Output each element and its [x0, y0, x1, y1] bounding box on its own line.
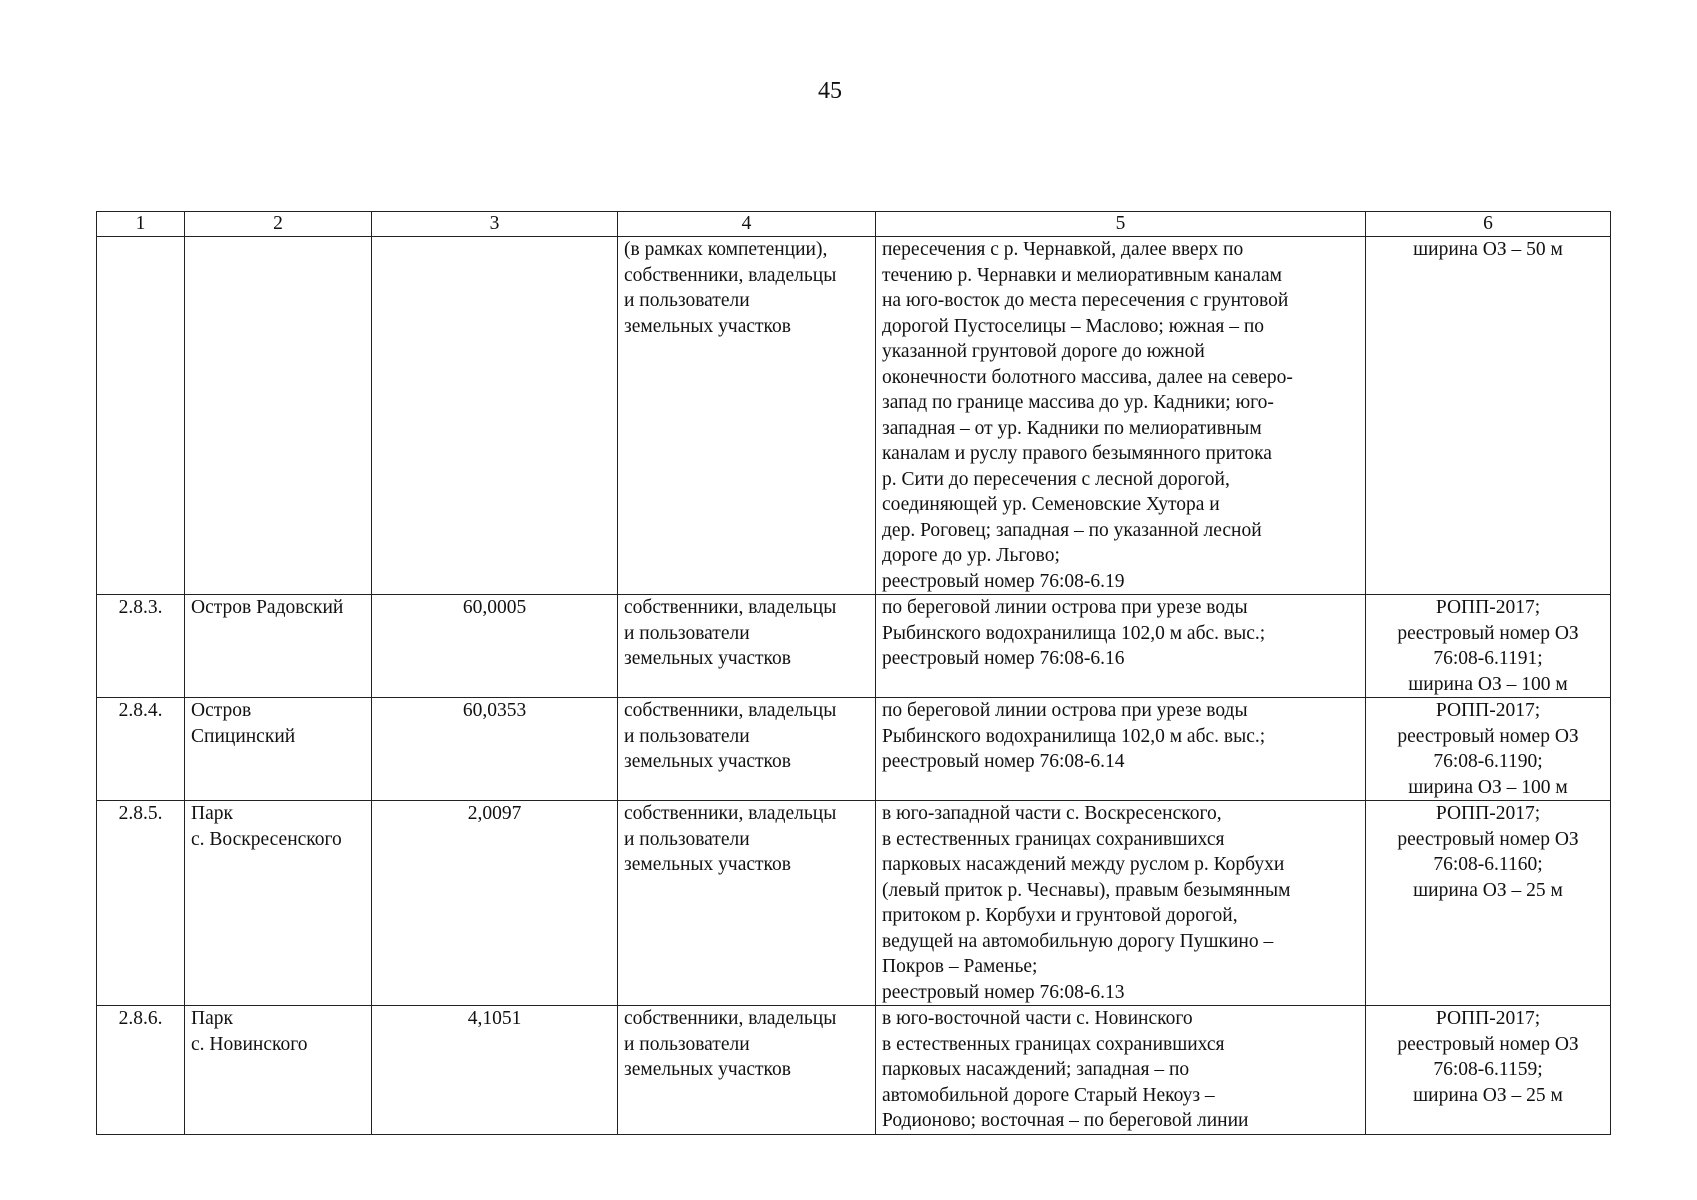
cell-line: ширина ОЗ – 25 м [1413, 879, 1563, 901]
cell-line: 76:08-6.1191; [1433, 648, 1543, 669]
table-header-row [97, 212, 1611, 237]
cell-line: реестровый номер 76:08-6.19 [882, 570, 1125, 592]
cell-line: собственники, владельцы [624, 700, 837, 721]
cell-line: ширина ОЗ – 100 м [1408, 673, 1568, 695]
cell-number: 2.8.4. [97, 698, 185, 801]
cell-number: 2.8.3. [97, 595, 185, 698]
cell-line: в естественных границах сохранившихся [882, 828, 1225, 850]
cell-boundaries [876, 1006, 1366, 1135]
cell-line: по береговой линии острова при урезе воды [882, 700, 1248, 721]
cell-line: оконечности болотного массива, далее на северо- [882, 366, 1293, 388]
cell-line: 76:08-6.1160; [1433, 854, 1543, 875]
cell-line: земельных участков [624, 648, 791, 669]
cell-line: Остров Радовский [191, 597, 344, 618]
cell-line: каналам и руслу правого безымянного притока [882, 443, 1272, 464]
cell-line: и пользователи [624, 622, 750, 644]
cell-line: Парк [191, 1008, 233, 1029]
cell-line: западная – от ур. Кадники по мелиоративным [882, 417, 1262, 439]
cell-line: дороге до ур. Льгово; [882, 545, 1060, 566]
cell-line: ведущей на автомобильную дорогу Пушкино – [882, 930, 1274, 952]
cell-line: собственники, владельцы [624, 803, 837, 824]
column-header: 1 [97, 212, 185, 237]
column-header: 6 [1366, 212, 1611, 237]
cell-area [372, 237, 618, 595]
cell-line: (в рамках компетенции), [624, 239, 828, 260]
cell-responsible [618, 698, 876, 801]
cell-line: с. Новинского [191, 1033, 308, 1055]
cell-line: земельных участков [624, 854, 791, 875]
cell-line: течению р. Чернавки и мелиоративным каналам [882, 264, 1282, 286]
cell-line: на юго-восток до места пересечения с грунтовой [882, 290, 1289, 311]
cell-line: указанной грунтовой дороге до южной [882, 341, 1205, 362]
cell-line: и пользователи [624, 1033, 750, 1055]
cell-area: 60,0005 [372, 595, 618, 698]
cell-line: земельных участков [624, 1059, 791, 1080]
cell-line: Родионово; восточная – по береговой линии [882, 1110, 1249, 1131]
cell-line: 76:08-6.1159; [1433, 1059, 1543, 1080]
cell-line: притоком р. Корбухи и грунтовой дорогой, [882, 905, 1238, 926]
cell-notes [1366, 698, 1611, 801]
cell-line: земельных участков [624, 315, 791, 337]
cell-line: РОПП-2017; [1435, 803, 1541, 824]
cell-name [185, 595, 372, 698]
cell-line: Рыбинского водохранилища 102,0 м абс. выс.; [882, 622, 1266, 644]
table-row [97, 237, 1611, 595]
cell-responsible [618, 237, 876, 595]
zones-table [96, 211, 1611, 1135]
cell-name [185, 1006, 372, 1135]
cell-name [185, 801, 372, 1006]
cell-line: парковых насаждений между руслом р. Корбухи [882, 854, 1285, 875]
cell-responsible [618, 801, 876, 1006]
cell-line: Остров [191, 700, 252, 721]
cell-line: реестровый номер ОЗ [1397, 828, 1579, 850]
cell-line: пересечения с р. Чернавкой, далее вверх по [882, 239, 1244, 260]
cell-line: Парк [191, 803, 233, 824]
cell-line: и пользователи [624, 828, 750, 850]
cell-line: запад по границе массива до ур. Кадники; юго- [882, 392, 1274, 413]
column-header: 4 [618, 212, 876, 237]
cell-line: и пользователи [624, 725, 750, 747]
cell-line: в естественных границах сохранившихся [882, 1033, 1225, 1055]
cell-line: реестровый номер 76:08-6.13 [882, 981, 1125, 1003]
cell-line: реестровый номер ОЗ [1397, 622, 1579, 644]
table-row [97, 801, 1611, 1006]
cell-notes [1366, 237, 1611, 595]
cell-line: дер. Роговец; западная – по указанной лесной [882, 519, 1262, 541]
cell-line: РОПП-2017; [1435, 597, 1541, 618]
cell-line: ширина ОЗ – 50 м [1413, 239, 1563, 260]
cell-number: 2.8.5. [97, 801, 185, 1006]
cell-line: и пользователи [624, 290, 750, 311]
cell-line: реестровый номер ОЗ [1397, 1033, 1579, 1055]
cell-line: р. Сити до пересечения с лесной дорогой, [882, 468, 1230, 490]
cell-line: в юго-западной части с. Воскресенского, [882, 803, 1222, 824]
table-row [97, 1006, 1611, 1135]
cell-line: автомобильной дороге Старый Некоуз – [882, 1084, 1215, 1106]
cell-notes [1366, 595, 1611, 698]
cell-line: ширина ОЗ – 100 м [1408, 776, 1568, 798]
cell-line: РОПП-2017; [1435, 1008, 1541, 1029]
column-header: 3 [372, 212, 618, 237]
cell-notes [1366, 1006, 1611, 1135]
cell-line: парковых насаждений; западная – по [882, 1059, 1190, 1080]
cell-line: земельных участков [624, 751, 791, 772]
cell-line: собственники, владельцы [624, 264, 837, 286]
cell-line: собственники, владельцы [624, 597, 837, 618]
cell-area: 4,1051 [372, 1006, 618, 1135]
cell-line: по береговой линии острова при урезе воды [882, 597, 1248, 618]
cell-number: 2.8.6. [97, 1006, 185, 1135]
cell-notes [1366, 801, 1611, 1006]
cell-line: реестровый номер 76:08-6.14 [882, 751, 1125, 772]
cell-line: собственники, владельцы [624, 1008, 837, 1029]
cell-line: дорогой Пустоселицы – Маслово; южная – по [882, 315, 1265, 337]
cell-line: 76:08-6.1190; [1433, 751, 1543, 772]
cell-responsible [618, 595, 876, 698]
cell-boundaries [876, 698, 1366, 801]
page-number: 45 [818, 78, 842, 104]
table-row [97, 595, 1611, 698]
cell-line: реестровый номер 76:08-6.16 [882, 648, 1125, 669]
cell-line: Покров – Раменье; [882, 956, 1038, 977]
cell-name [185, 237, 372, 595]
table-row [97, 698, 1611, 801]
cell-boundaries [876, 237, 1366, 595]
cell-name [185, 698, 372, 801]
cell-line: Спицинский [191, 725, 296, 747]
column-header: 2 [185, 212, 372, 237]
cell-line: реестровый номер ОЗ [1397, 725, 1579, 747]
cell-line: с. Воскресенского [191, 828, 342, 850]
cell-boundaries [876, 801, 1366, 1006]
cell-area: 60,0353 [372, 698, 618, 801]
cell-boundaries [876, 595, 1366, 698]
cell-number [97, 237, 185, 595]
cell-line: Рыбинского водохранилища 102,0 м абс. выс.; [882, 725, 1266, 747]
cell-line: ширина ОЗ – 25 м [1413, 1084, 1563, 1106]
cell-line: (левый приток р. Чеснавы), правым безымянным [882, 879, 1291, 901]
cell-responsible [618, 1006, 876, 1135]
cell-line: соединяющей ур. Семеновские Хутора и [882, 494, 1220, 515]
column-header: 5 [876, 212, 1366, 237]
cell-area: 2,0097 [372, 801, 618, 1006]
cell-line: в юго-восточной части с. Новинского [882, 1008, 1193, 1029]
cell-line: РОПП-2017; [1435, 700, 1541, 721]
